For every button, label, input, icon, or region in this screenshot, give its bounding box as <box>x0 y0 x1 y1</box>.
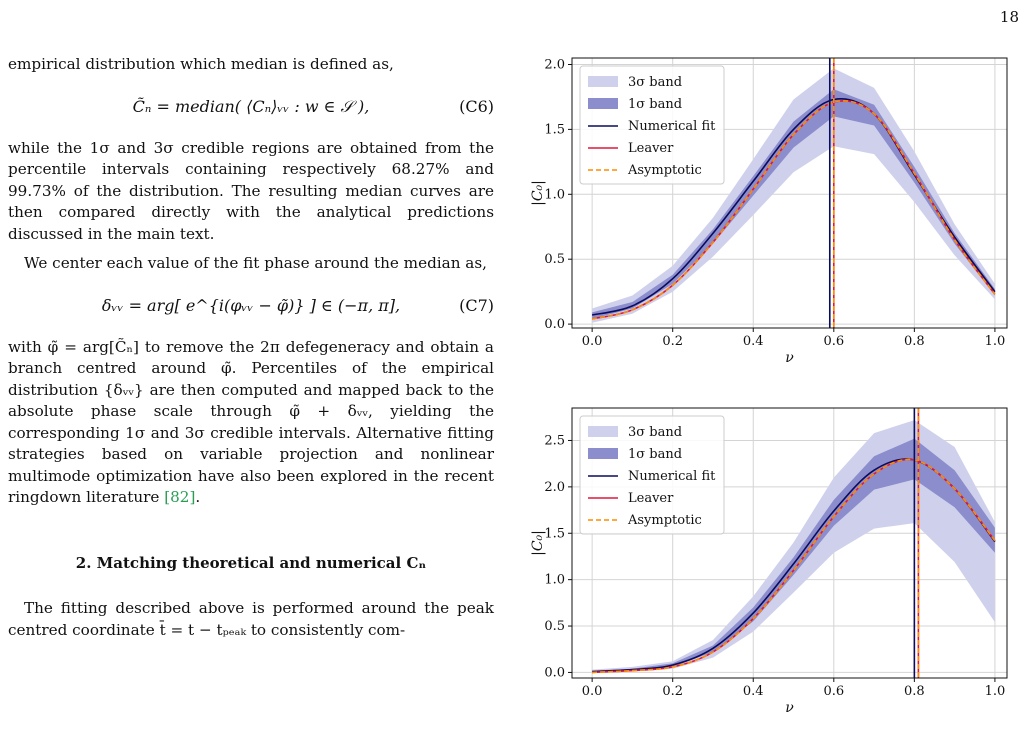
y-tick-label-5: 2.5 <box>544 433 565 449</box>
x-tick-label-4: 0.8 <box>904 334 925 349</box>
page-number: 18 <box>999 8 1019 26</box>
x-tick-label-2: 0.4 <box>742 684 764 699</box>
figure-bottom <box>522 402 1027 722</box>
paragraph-credible-regions: while the 1σ and 3σ credible regions are obtained from the percentile intervals containing respectively 68.27% and 99.73% of the distribution. The resulting median curves are then compared directly with the analytical predictions discussed in the main text. <box>8 138 494 243</box>
equation-c6-number: (C6) <box>459 96 494 116</box>
x-tick-label-1: 0.2 <box>662 334 684 349</box>
y-tick-label-1: 0.5 <box>544 252 565 268</box>
equation-c7 <box>8 289 494 323</box>
legend-label-0: 3σ band <box>628 75 683 90</box>
y-tick-label-4: 2.0 <box>544 479 565 495</box>
y-tick-label-2: 1.0 <box>544 572 565 588</box>
legend-label-2: Numerical fit <box>628 119 716 134</box>
legend-label-4: Asymptotic <box>628 163 702 178</box>
legend-label-2: Numerical fit <box>628 469 716 484</box>
legend-swatch-1 <box>588 448 618 459</box>
legend-label-3: Leaver <box>628 491 674 506</box>
citation-link[interactable]: [82] <box>164 488 196 506</box>
legend-swatch-0 <box>588 76 618 87</box>
legend-swatch-1 <box>588 98 618 109</box>
paragraph-intro: empirical distribution which median is defined as, <box>8 55 394 73</box>
x-tick-label-5: 1.0 <box>984 684 1006 699</box>
paragraph-percentiles <box>8 337 494 509</box>
chart-top <box>522 52 1027 372</box>
y-tick-label-0: 0.0 <box>544 317 565 333</box>
legend-label-1: 1σ band <box>628 97 683 112</box>
y-axis-label: |C₀| <box>530 180 546 206</box>
equation-c7-number: (C7) <box>459 295 494 315</box>
text-column <box>8 54 494 641</box>
legend-label-0: 3σ band <box>628 425 683 440</box>
legend-label-3: Leaver <box>628 141 674 156</box>
chart-bottom <box>522 402 1027 722</box>
x-tick-label-0: 0.0 <box>581 334 603 349</box>
x-axis-label: ν <box>785 350 794 366</box>
y-axis-label: |C₀| <box>530 530 546 556</box>
legend-swatch-0 <box>588 426 618 437</box>
figure-top <box>522 52 1027 372</box>
x-tick-label-2: 0.4 <box>742 334 764 349</box>
x-tick-label-4: 0.8 <box>904 684 925 699</box>
y-tick-label-2: 1.0 <box>544 187 565 203</box>
section-heading: 2. Matching theoretical and numerical Cₙ <box>75 553 427 572</box>
y-tick-label-1: 0.5 <box>544 619 565 635</box>
paragraph-percentiles-text: with φ̃ = arg[C̃ₙ] to remove the 2π defegeneracy and obtain a branch centred around φ̃. Percentiles of the empirical distribution {δᵥᵥ} are then computed and mapped back to the absolute phase scale through φ̃ + δᵥᵥ, yielding the corresponding 1σ and 3σ credible intervals. Alternative fitting strategies based on variable projection and nonlinear multimode optimization have also been explored in the recent ringdown literature <box>8 337 494 506</box>
x-tick-label-3: 0.6 <box>823 684 845 699</box>
y-tick-label-4: 2.0 <box>544 57 565 73</box>
paragraph-percentiles-end: . <box>195 488 201 506</box>
equation-c6 <box>8 90 494 124</box>
x-tick-label-5: 1.0 <box>984 334 1006 349</box>
paragraph-center-phase: We center each value of the fit phase around the median as, <box>24 254 487 272</box>
equation-c6-body: C̃ₙ = median( ⟨Cₙ⟩ᵥᵥ : w ∈ 𝒮 ), <box>132 96 370 116</box>
legend <box>580 66 724 184</box>
x-tick-label-3: 0.6 <box>823 334 845 349</box>
legend <box>580 416 724 534</box>
y-tick-label-0: 0.0 <box>544 665 565 681</box>
x-tick-label-0: 0.0 <box>581 684 603 699</box>
equation-c7-body: δᵥᵥ = arg[ e^{i(φᵥᵥ − φ̃)} ] ∈ (−π, π], <box>101 295 401 315</box>
y-tick-label-3: 1.5 <box>544 526 565 542</box>
paragraph-fitting: The fitting described above is performed around the peak centred coordinate t̄ = t − tₚₑₐₖ to consistently com- <box>8 599 494 639</box>
legend-label-4: Asymptotic <box>628 513 702 528</box>
x-tick-label-1: 0.2 <box>662 684 684 699</box>
y-tick-label-3: 1.5 <box>544 122 565 138</box>
x-axis-label: ν <box>785 700 794 716</box>
legend-label-1: 1σ band <box>628 447 683 462</box>
